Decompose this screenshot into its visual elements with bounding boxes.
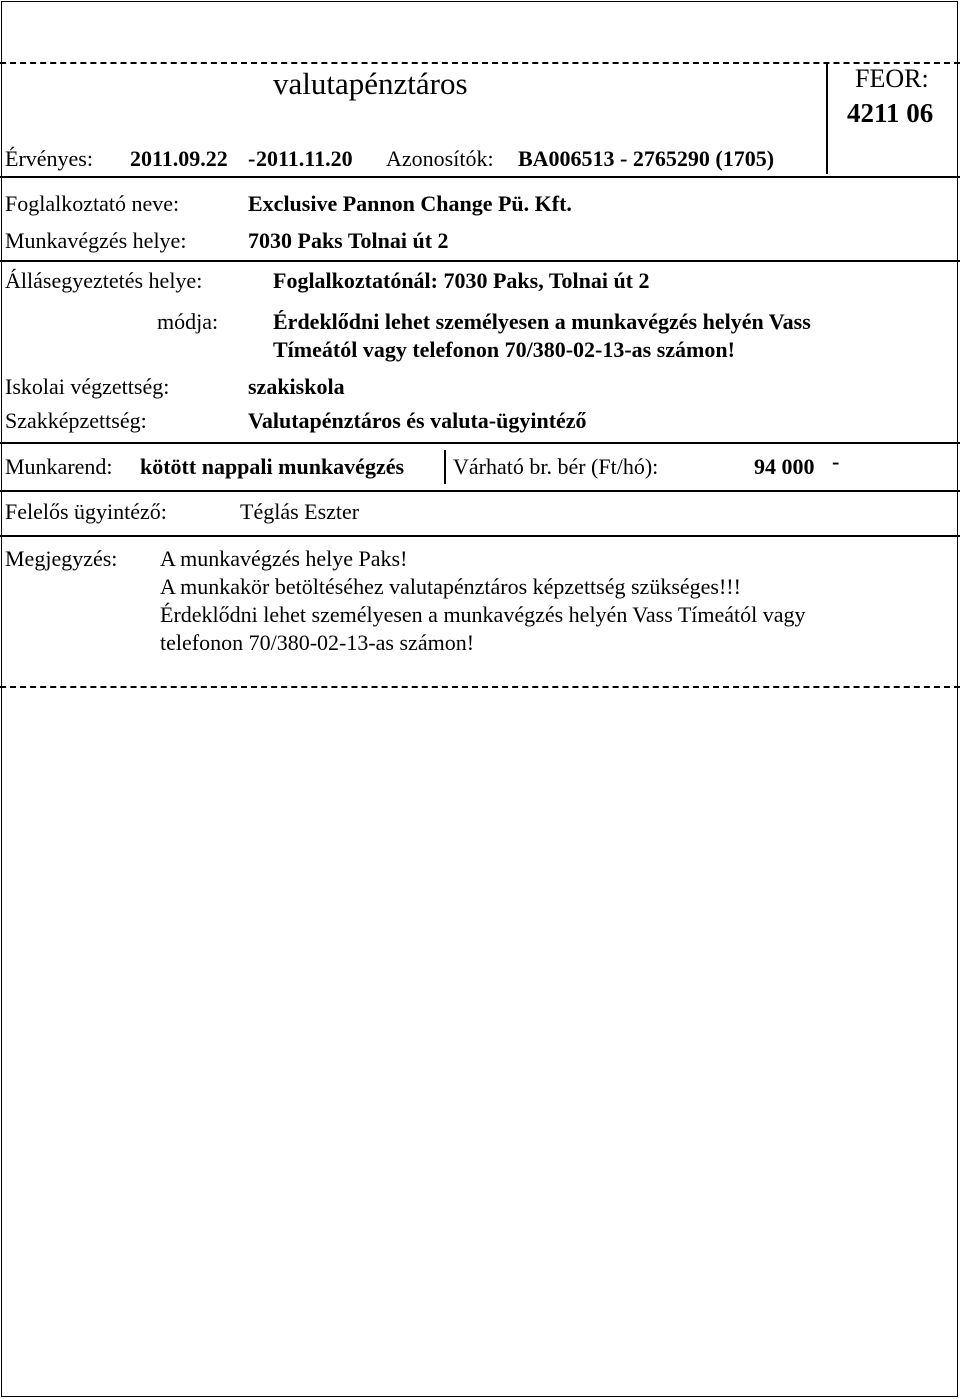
salary-value: 94 000 [754, 454, 815, 479]
notes-label: Megjegyzés: [5, 546, 118, 571]
validity-label: Érvényes: [5, 146, 93, 171]
workplace-label: Munkavégzés helye: [5, 228, 187, 253]
employer-name: Exclusive Pannon Change Pü. Kft. [248, 191, 572, 216]
interview-place-label: Állásegyeztetés helye: [5, 268, 203, 293]
notes-line: telefonon 70/380-02-13-as számon! [160, 630, 475, 655]
separator-3 [0, 442, 960, 444]
interview-place-value: Foglalkoztatónál: 7030 Paks, Tolnai út 2 [273, 268, 650, 293]
top-cut-line [0, 62, 960, 64]
separator-1 [0, 176, 960, 178]
schedule-value: kötött nappali munkavégzés [140, 454, 405, 479]
validity-from: 2011.09.22 [130, 146, 228, 171]
separator-5 [0, 535, 960, 537]
workplace-value: 7030 Paks Tolnai út 2 [248, 228, 449, 253]
validity-to: 2011.11.20 [256, 146, 353, 171]
feor-code: 4211 06 [847, 98, 934, 128]
notes-line: A munkakör betöltéséhez valutapénztáros képzettség szükséges!!! [160, 574, 741, 599]
qualification-label: Szakképzettség: [5, 408, 147, 433]
feor-label: FEOR: [855, 64, 929, 93]
separator-2 [0, 260, 960, 262]
identifier-label: Azonosítók: [386, 146, 494, 171]
school-label: Iskolai végzettség: [5, 374, 170, 399]
officer-name: Téglás Eszter [240, 499, 360, 524]
validity-separator: - [248, 146, 256, 171]
identifier-value: BA006513 - 2765290 (1705) [518, 146, 775, 171]
school-value: szakiskola [248, 374, 345, 399]
interview-mode-line-2: Tímeától vagy telefonon 70/380-02-13-as számon! [273, 337, 735, 362]
interview-mode-label: módja: [157, 309, 219, 334]
bottom-cut-line [0, 686, 960, 688]
interview-mode-line-1: Érdeklődni lehet személyesen a munkavégzés helyén Vass [273, 309, 811, 334]
separator-4 [0, 490, 960, 492]
job-title: valutapénztáros [273, 66, 468, 101]
schedule-divider [444, 450, 446, 484]
notes-line: A munkavégzés helye Paks! [160, 546, 408, 571]
qualification-value: Valutapénztáros és valuta-ügyintéző [248, 408, 587, 433]
schedule-label: Munkarend: [5, 454, 113, 479]
salary-dash: - [832, 449, 840, 474]
salary-label: Várható br. bér (Ft/hó): [453, 454, 659, 479]
notes-line: Érdeklődni lehet személyesen a munkavégzés helyén Vass Tímeától vagy [160, 602, 806, 627]
officer-label: Felelős ügyintéző: [5, 499, 167, 524]
feor-divider [826, 64, 828, 174]
employer-name-label: Foglalkoztató neve: [5, 191, 180, 216]
